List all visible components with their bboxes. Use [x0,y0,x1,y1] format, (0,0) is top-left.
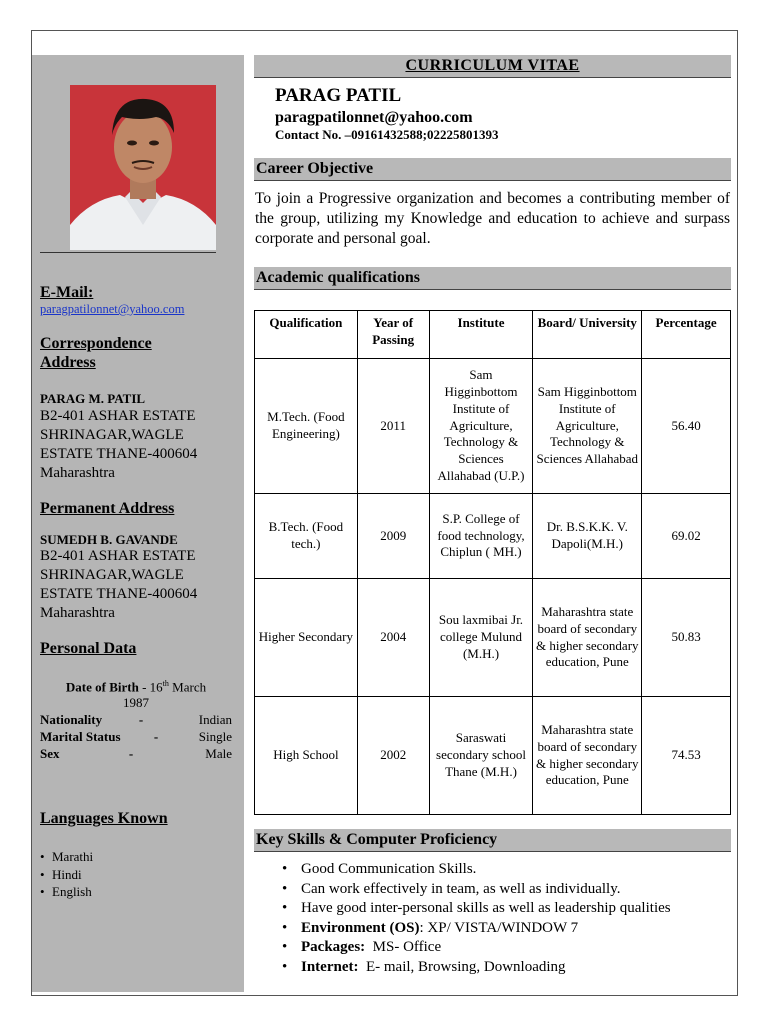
personal-value: Male [205,746,232,761]
email-heading: E-Mail: [40,284,94,301]
table-row [255,494,731,579]
cell-percentage: 74.53 [642,697,731,815]
career-objective-heading: Career Objective [254,158,731,181]
language-item: • English [40,883,236,901]
skill-label: Packages: [301,939,366,955]
cell-qualification: M.Tech. (Food Engineering) [255,359,358,494]
personal-heading: Personal Data [40,640,137,657]
personal-dash: - [153,729,159,744]
correspondence-address [40,407,236,483]
career-objective-text: To join a Progressive organization and becomes a contributing member of the group, utilizing my Knowledge and education to achieve and surpass corporate and personal goal. [255,190,730,247]
personal-key: Marital Status [40,729,121,744]
email-link[interactable]: paragpatilonnet@yahoo.com [40,302,185,316]
permanent-address [40,547,236,623]
personal-key: Nationality [40,712,103,727]
column-header: Year of Passing [357,311,429,359]
personal-row [40,745,232,762]
cell-board: Maharashtra state board of secondary & higher secondary education, Pune [533,579,642,697]
cell-year: 2011 [357,359,429,494]
candidate-name: PARAG PATIL [275,85,402,106]
cell-year: 2004 [357,579,429,697]
skills-heading: Key Skills & Computer Proficiency [254,829,731,852]
dob-label: Date of Birth [65,679,139,695]
skill-label: Internet: [301,958,359,975]
correspondence-name: PARAG M. PATIL [40,391,146,406]
academic-heading: Academic qualifications [254,267,731,290]
cell-institute: Saraswati secondary school Thane (M.H.) [429,697,533,815]
cell-board: Dr. B.S.K.K. V. Dapoli(M.H.) [533,494,642,579]
skill-value: E- mail, Browsing, Downloading [365,958,566,975]
skill-item [282,919,732,939]
skill-separator [358,959,366,975]
column-header: Percentage [642,311,731,359]
address-line: Maharashtra [40,465,115,481]
cell-board: Maharashtra state board of secondary & higher secondary education, Pune [533,697,642,815]
cv-title: CURRICULUM VITAE [254,55,731,78]
skill-value: MS- Office [372,939,442,955]
address-line: ESTATE THANE-400604 [40,446,198,462]
table-row [255,359,731,494]
sidebar [32,55,244,992]
address-line: SHRINAGAR,WAGLE [40,567,184,583]
personal-dash: - [138,712,144,727]
column-header: Qualification [255,311,358,359]
column-header: Board/ University [533,311,642,359]
skill-item: • Can work effectively in team, as well as individually. [282,880,732,900]
contact-number: Contact No. –09161432588;02225801393 [275,127,499,142]
permanent-name: SUMEDH B. GAVANDE [40,532,178,547]
cell-percentage: 50.83 [642,579,731,697]
personal-dash: - [128,746,134,761]
personal-value: Single [198,729,232,744]
dob-year: 1987 [123,695,149,711]
table-row [255,579,731,697]
dob-suffix: th [162,679,169,688]
address-line: ESTATE THANE-400604 [40,586,198,602]
table-header-row [255,311,731,359]
address-line: B2-401 ASHAR ESTATE [40,548,196,564]
cell-percentage: 69.02 [642,494,731,579]
cell-board: Sam Higginbottom Institute of Agriculture, Technology & Sciences Allahabad [533,359,642,494]
personal-value: Indian [198,712,232,727]
skill-value: XP/ VISTA/WINDOW 7 [427,919,579,936]
profile-photo [70,85,216,250]
language-item: • Marathi [40,848,236,866]
column-header: Institute [429,311,533,359]
cell-percentage: 56.40 [642,359,731,494]
skill-label: Environment (OS) [301,919,420,936]
cell-year: 2009 [357,494,429,579]
permanent-heading: Permanent Address [40,500,175,517]
skills-list [282,860,732,977]
dob-day: 16 [149,679,163,695]
header-email: paragpatilonnet@yahoo.com [275,109,473,126]
language-item: • Hindi [40,866,236,884]
skill-separator [365,939,373,955]
skill-item [282,938,732,958]
cell-institute: Sam Higginbottom Institute of Agriculture, Technology & Sciences Allahabad (U.P.) [429,359,533,494]
cell-institute: Sou laxmibai Jr. college Mulund (M.H.) [429,579,533,697]
correspondence-heading: Correspondence Address [40,335,152,371]
cell-year: 2002 [357,697,429,815]
address-line: Maharashtra [40,605,115,621]
cell-qualification: B.Tech. (Food tech.) [255,494,358,579]
personal-row [40,711,232,728]
languages-heading: Languages Known [40,810,168,827]
address-line: B2-401 ASHAR ESTATE [40,408,196,424]
languages-list [40,848,236,901]
cell-qualification: Higher Secondary [255,579,358,697]
skill-separator: : [419,919,428,936]
cell-institute: S.P. College of food technology, Chiplun ( MH.) [429,494,533,579]
skill-item: • Good Communication Skills. [282,860,732,880]
personal-row [40,728,232,745]
photo-divider [40,252,216,253]
portrait-image [70,85,216,250]
personal-data [40,711,232,762]
table-row [255,697,731,815]
skill-item: • Have good inter-personal skills as well as leadership qualities [282,899,732,919]
address-line: SHRINAGAR,WAGLE [40,427,184,443]
personal-key: Sex [40,746,60,761]
date-of-birth: Date of Birth - 16th March 1987 [65,679,207,711]
academic-table [254,310,731,815]
dob-month: March [172,679,207,695]
cell-qualification: High School [255,697,358,815]
skill-item [282,958,732,978]
